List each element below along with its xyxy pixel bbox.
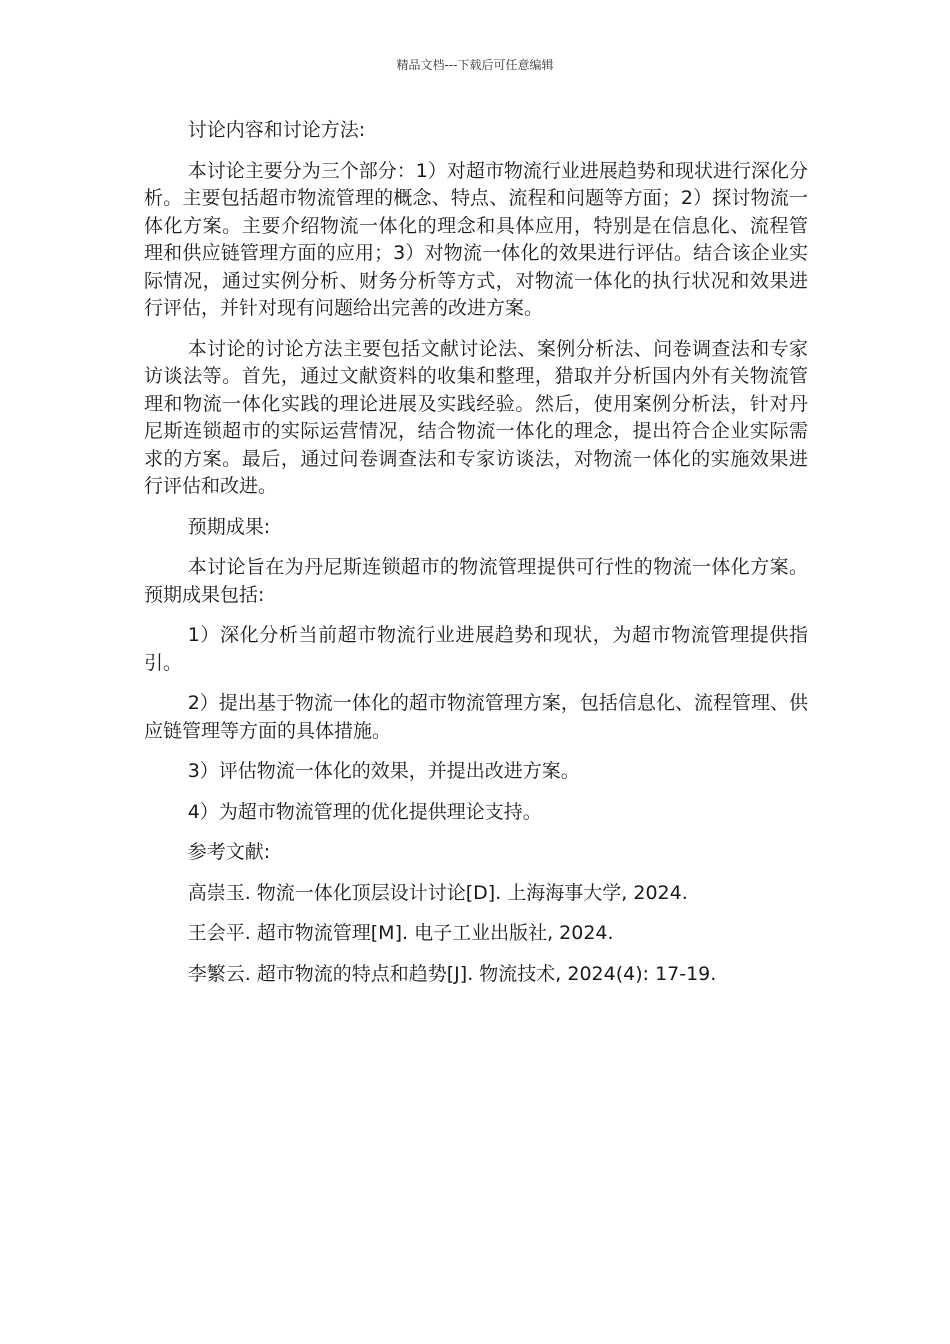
reference-item-3: 李繁云. 超市物流的特点和趋势[J]. 物流技术, 2024(4): 17-19.	[187, 962, 717, 985]
document-body	[144, 117, 808, 1001]
page-header-watermark: 精品文档---下载后可任意编辑	[396, 58, 554, 72]
paragraph-expected-intro: 本讨论旨在为丹尼斯连锁超市的物流管理提供可行性的物流一体化方案。预期成果包括:	[144, 556, 808, 606]
list-item-result-1: 1）深化分析当前超市物流行业进展趋势和现状，为超市物流管理提供指引。	[144, 624, 808, 674]
section-heading-expected-results: 预期成果:	[187, 515, 271, 538]
reference-item-2: 王会平. 超市物流管理[M]. 电子工业出版社, 2024.	[187, 922, 614, 944]
section-heading-references: 参考文献:	[187, 841, 271, 863]
paragraph-research-methods: 本讨论的讨论方法主要包括文献讨论法、案例分析法、问卷调查法和专家访谈法等。首先，通过文献资料的收集和整理，猎取并分析国内外有关物流管理和物流一体化实践的理论进展及实践经验。然后，使用案例分析法，针对丹尼斯连锁超市的实际运营情况，结合物流一体化的理念，提出符合企业实际需求的方案。最后，通过问卷调查法和专家访谈法，对物流一体化的实施效果进行评估和改进。	[144, 337, 808, 497]
list-item-result-4: 4）为超市物流管理的优化提供理论支持。	[187, 800, 542, 823]
reference-item-1: 高崇玉. 物流一体化顶层设计讨论[D]. 上海海事大学, 2024.	[187, 881, 688, 904]
section-heading-content-methods: 讨论内容和讨论方法:	[187, 119, 366, 141]
list-item-result-3: 3）评估物流一体化的效果，并提出改进方案。	[187, 760, 580, 782]
paragraph-research-parts: 本讨论主要分为三个部分：1）对超市物流行业进展趋势和现状进行深化分析。主要包括超市物流管理的概念、特点、流程和问题等方面；2）探讨物流一体化方案。主要介绍物流一体化的理念和具体应用，特别是在信息化、流程管理和供应链管理方面的应用；3）对物流一体化的效果进行评估。结合该企业实际情况，通过实例分析、财务分析等方式，对物流一体化的执行状况和效果进行评估，并针对现有问题给出完善的改进方案。	[144, 159, 808, 319]
list-item-result-2: 2）提出基于物流一体化的超市物流管理方案，包括信息化、流程管理、供应链管理等方面的具体措施。	[144, 692, 808, 742]
